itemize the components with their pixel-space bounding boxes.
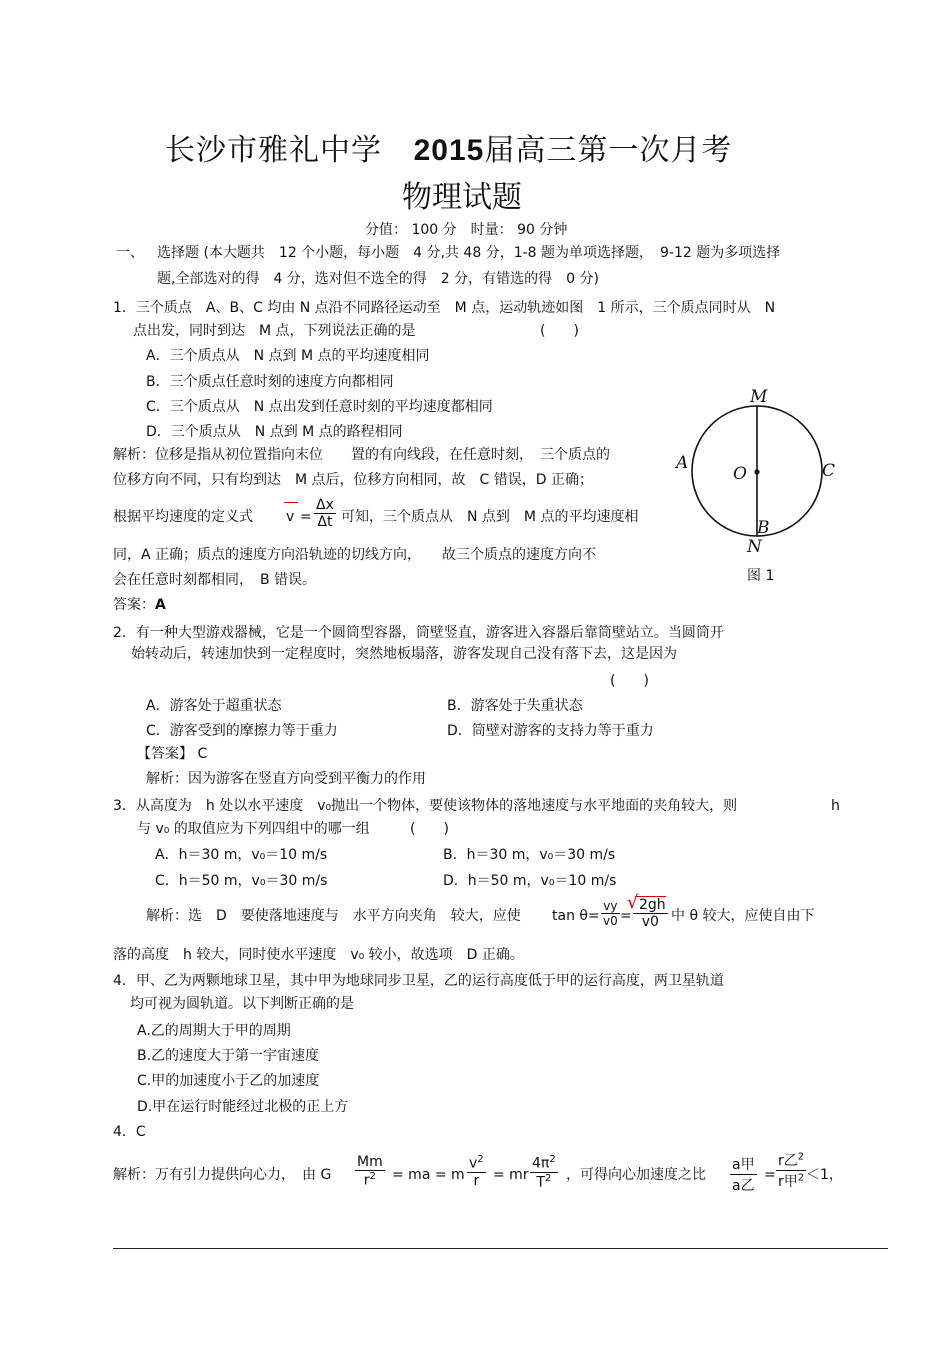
- q1-analysis-line5: 会在任意时刻都相同， B 错误。: [113, 572, 317, 588]
- fraction-denominator: v0: [603, 914, 618, 928]
- four-pi: 4π: [532, 1155, 550, 1172]
- q3-stem-line1: 3．从高度为 h 处以水平速度 v₀抛出一个物体，要使该物体的落地速度与水平地面的夹角较大，则: [113, 798, 738, 814]
- q2-answer: 【答案】 C: [137, 746, 208, 762]
- q1-option-c: C．三个质点从 N 点出发到任意时刻的平均速度都相同: [146, 399, 493, 415]
- label-b: B: [757, 518, 770, 538]
- fraction-numerator: √ 2gh: [627, 892, 666, 913]
- title-school: 长沙市雅礼中学: [165, 133, 382, 168]
- q3-analysis-line2: 落的高度 h 较大，同时使水平速度 v₀ 较小，故选项 D 正确。: [113, 947, 524, 963]
- figure-caption: 图 1: [747, 568, 775, 584]
- q2-option-a: A．游客处于超重状态: [146, 698, 282, 714]
- q3-analysis-line1b: 中 θ 较大，应使自由下: [671, 908, 815, 924]
- r-jia: r甲: [778, 1174, 798, 1190]
- q2-stem-line1: 2．有一种大型游戏器械，它是一个圆筒型容器，筒壁竖直，游客进入容器后靠筒壁站立。当圆筒开: [113, 625, 724, 641]
- fraction-denominator: $T^2$: [536, 1172, 552, 1191]
- section-number: 一、: [116, 245, 144, 261]
- q4-option-c: C.甲的加速度小于乙的加速度: [137, 1073, 320, 1089]
- mm-over-r2-fraction: [355, 1154, 385, 1189]
- section-instructions-line1: 选择题 (本大题共 12 个小题，每小题 4 分,共 48 分，1-8 题为单项选择题， 9-12 题为多项选择: [157, 245, 781, 261]
- q2-option-c: C．游客受到的摩擦力等于重力: [146, 723, 338, 739]
- fraction-denominator: r甲$^2$: [778, 1172, 805, 1190]
- vy-over-v0-fraction: [601, 899, 620, 928]
- title-year: 2015: [413, 134, 485, 167]
- 4pi2-over-t2-fraction: [530, 1154, 558, 1190]
- q3-option-c: C．h＝50 m，v₀＝30 m/s: [155, 873, 328, 889]
- section-instructions-line2: 题,全部选对的得 4 分，选对但不选全的得 2 分，有错选的得 0 分): [157, 271, 599, 287]
- label-c: C: [822, 461, 836, 481]
- q3-paren: ( ): [410, 821, 449, 837]
- q2-analysis: 解析：因为游客在竖直方向受到平衡力的作用: [146, 771, 426, 787]
- q3-option-d: D．h＝50 m，v₀＝10 m/s: [443, 873, 617, 889]
- q3-equals: =: [620, 908, 632, 924]
- q1-option-a: A．三个质点从 N 点到 M 点的平均速度相同: [146, 348, 430, 364]
- q4-eq1: = ma = m: [392, 1167, 465, 1183]
- q1-analysis-line3b: 可知，三个质点从 N 点到 M 点的平均速度相: [341, 509, 639, 525]
- page-title: [165, 125, 732, 169]
- q4-eq3: =: [764, 1167, 776, 1183]
- label-m: M: [750, 387, 768, 407]
- q4-stem-line2: 均可视为圆轨道。以下判断正确的是: [130, 996, 354, 1012]
- q1-analysis-line4: 同，A 正确；质点的速度方向沿轨迹的切线方向， 故三个质点的速度方向不: [113, 547, 597, 563]
- v-symbol: v: [469, 1155, 478, 1172]
- fraction-denominator: r: [473, 1172, 480, 1189]
- bottom-divider: [113, 1248, 888, 1249]
- avg-velocity-fraction: [314, 497, 336, 530]
- tan-theta: tan θ=: [552, 908, 600, 924]
- fraction-numerator: vy: [601, 899, 620, 914]
- q1-option-d: D．三个质点从 N 点到 M 点的路程相同: [146, 424, 403, 440]
- q3-stem-h: h: [831, 798, 840, 814]
- q4-eq2: = mr: [493, 1167, 529, 1183]
- fraction-denominator: $r^2$: [363, 1171, 376, 1189]
- q4-stem-line1: 4．甲、乙为两颗地球卫星，其中甲为地球同步卫星，乙的运行高度低于甲的运行高度，两卫星轨道: [113, 973, 724, 989]
- answer-label: 答案：: [113, 597, 155, 613]
- v2-over-r-fraction: [467, 1154, 486, 1189]
- label-a: A: [676, 453, 689, 473]
- t-symbol: T: [536, 1174, 545, 1191]
- avg-velocity-v: v: [286, 509, 295, 525]
- q2-option-b: B．游客处于失重状态: [447, 698, 583, 714]
- q4-tail: ＜1，: [806, 1167, 843, 1183]
- q4-analysis-b: ，可得向心加速度之比: [566, 1167, 706, 1183]
- r-ratio-fraction: [776, 1150, 806, 1191]
- avg-velocity-symbol: [286, 508, 294, 526]
- q1-analysis-line1: 解析：位移是指从初位置指向末位 置的有向线段，在任意时刻， 三个质点的: [113, 447, 610, 463]
- page-subtitle: 物理试题: [402, 180, 522, 215]
- q4-option-a: A.乙的周期大于甲的周期: [137, 1023, 291, 1039]
- label-n: N: [747, 537, 762, 557]
- r-symbol: r: [363, 1172, 370, 1189]
- score-line: 分值： 100 分 时量： 90 分钟: [365, 222, 568, 238]
- sqrt-2gh-over-v0-fraction: [627, 892, 668, 930]
- q2-option-d: D．筒壁对游客的支持力等于重力: [447, 723, 654, 739]
- answer-value: A: [155, 597, 166, 613]
- r-yi: r乙: [778, 1153, 798, 1169]
- q4-answer: 4．C: [113, 1124, 146, 1140]
- q3-analysis-line1a: 解析：选 D 要使落地速度与 水平方向夹角 较大，应使: [146, 908, 521, 924]
- q4-option-b: B.乙的速度大于第一宇宙速度: [137, 1048, 320, 1064]
- q4-analysis-a: 解析：万有引力提供向心力， 由 G: [113, 1167, 332, 1183]
- label-o: O: [733, 464, 747, 484]
- a-ratio-fraction: [730, 1154, 757, 1195]
- q4-option-d: D.甲在运行时能经过北极的正上方: [137, 1099, 349, 1115]
- sqrt-content: 2gh: [635, 896, 666, 913]
- title-rest: 届高三第一次月考: [484, 133, 733, 168]
- q1-analysis-line2: 位移方向不同，只有均到达 M 点后，位移方向相同，故 C 错误，D 正确；: [113, 472, 593, 488]
- q2-stem-line2: 始转动后，转速加快到一定程度时，突然地板塌落，游客发现自己没有落下去，这是因为: [131, 646, 677, 662]
- q1-analysis-line3a: 根据平均速度的定义式: [113, 509, 253, 525]
- fraction-numerator: Mm: [357, 1154, 383, 1170]
- q3-option-a: A．h＝30 m，v₀＝10 m/s: [155, 847, 328, 863]
- q1-paren: ( ): [540, 323, 579, 339]
- fraction-numerator: Δx: [316, 497, 334, 513]
- fraction-denominator: a乙: [732, 1178, 755, 1194]
- q1-stem-line1: 1．三个质点 A、B、C 均由 N 点沿不同路径运动至 M 点，运动轨迹如图 1 所示，三个质点同时从 N: [113, 300, 776, 316]
- fraction-numerator: r乙$^2$: [778, 1151, 805, 1169]
- q1-answer: [113, 596, 166, 614]
- q3-stem-line2: 与 v₀ 的取值应为下列四组中的哪一组: [137, 821, 370, 837]
- q1-stem-line2: 点出发，同时到达 M 点，下列说法正确的是: [133, 323, 416, 339]
- fraction-numerator: $4\pi^2$: [532, 1154, 556, 1172]
- fraction-denominator: Δt: [317, 514, 333, 530]
- fraction-numerator: $v^2$: [469, 1154, 484, 1172]
- fraction-denominator: v0: [641, 914, 659, 930]
- fraction-numerator: a甲: [730, 1154, 757, 1175]
- q1-option-b: B．三个质点任意时刻的速度方向都相同: [146, 374, 394, 390]
- q3-option-b: B．h＝30 m，v₀＝30 m/s: [443, 847, 616, 863]
- center-dot: [754, 469, 759, 474]
- q2-paren: ( ): [610, 673, 649, 689]
- avg-velocity-equals: =: [300, 509, 312, 525]
